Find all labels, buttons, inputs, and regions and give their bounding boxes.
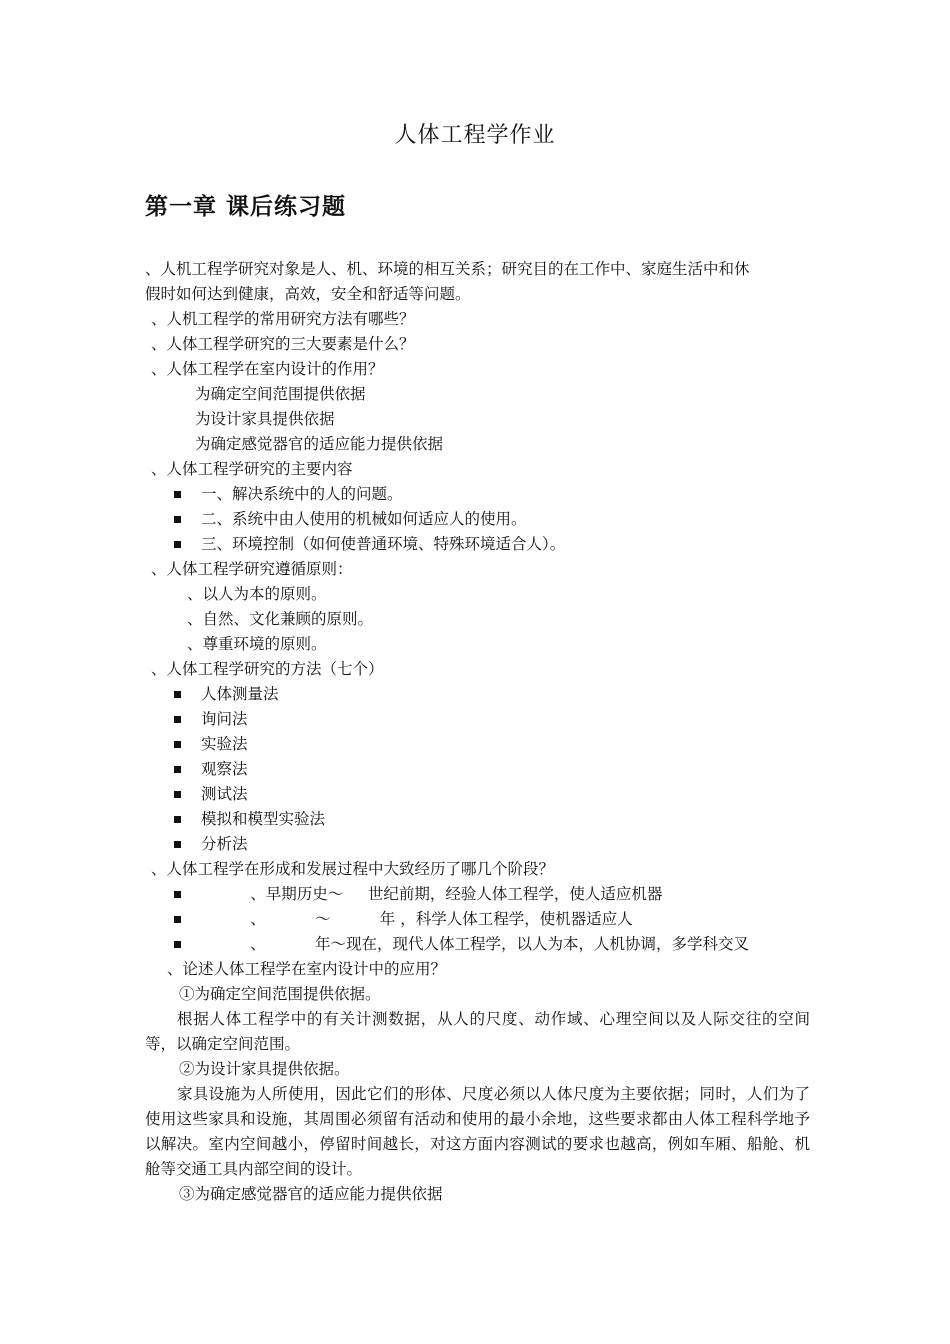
list-item: 为确定空间范围提供依据: [195, 385, 366, 403]
bullet-item: [145, 532, 810, 557]
bullet-text: 三、环境控制（如何使普通环境、特殊环境适合人）。: [201, 535, 566, 553]
question-5: 、人体工程学研究的主要内容: [151, 460, 353, 478]
bullet-item: [145, 682, 810, 707]
bullet-item: [145, 907, 810, 932]
answer-paragraph: 根据人体工程学中的有关计测数据，从人的尺度、动作域、心理空间以及人际交往的空间等，以确定空间范围。: [145, 1010, 810, 1053]
bullet-item: [145, 807, 810, 832]
bullet-item: [145, 832, 810, 857]
list-item: 、尊重环境的原则。: [187, 635, 327, 653]
bullet-text: 观察法: [201, 760, 248, 778]
bullet-item: [145, 482, 810, 507]
bullet-item: [145, 782, 810, 807]
document-body: [145, 257, 810, 1207]
list-item: 、自然、文化兼顾的原则。: [187, 610, 374, 628]
document-title: 人体工程学作业: [394, 123, 556, 148]
bullet-item: [145, 732, 810, 757]
question-1-line-1: 、人机工程学研究对象是人、机、环境的相互关系；研究目的在工作中、家庭生活中和休: [145, 260, 750, 278]
bullet-square-icon: [174, 816, 181, 823]
bullet-text: 实验法: [201, 735, 248, 753]
question-4: 、人体工程学在室内设计的作用？: [151, 360, 384, 378]
bullet-square-icon: [174, 691, 181, 698]
bullet-item: [145, 882, 810, 907]
bullet-square-icon: [174, 791, 181, 798]
question-3: 、人体工程学研究的三大要素是什么？: [151, 335, 415, 353]
question-1-line-2: 假时如何达到健康，高效，安全和舒适等问题。: [145, 285, 471, 303]
bullet-text: 模拟和模型实验法: [201, 810, 326, 828]
bullet-text: 、 年～现在，现代人体工程学，以人为本，人机协调，多学科交叉: [201, 935, 750, 953]
bullet-text: 、早期历史～ 世纪前期，经验人体工程学，使人适应机器: [201, 885, 663, 903]
bullet-text: 测试法: [201, 785, 248, 803]
question-9: 、论述人体工程学在室内设计中的应用？: [167, 960, 447, 978]
bullet-square-icon: [174, 541, 181, 548]
bullet-square-icon: [174, 916, 181, 923]
answer-heading: ①为确定空间范围提供依据。: [179, 985, 381, 1003]
chapter-heading: 第一章 课后练习题: [145, 194, 347, 220]
bullet-square-icon: [174, 766, 181, 773]
bullet-text: 、 ～ 年 ，科学人体工程学，使机器适应人: [201, 910, 633, 928]
bullet-item: [145, 757, 810, 782]
bullet-square-icon: [174, 491, 181, 498]
bullet-square-icon: [174, 891, 181, 898]
bullet-square-icon: [174, 516, 181, 523]
bullet-square-icon: [174, 941, 181, 948]
bullet-text: 询问法: [201, 710, 248, 728]
list-item: 、以人为本的原则。: [187, 585, 327, 603]
answer-paragraph: 家具设施为人所使用，因此它们的形体、尺度必须以人体尺度为主要依据；同时，人们为了使用这些家具和设施，其周围必须留有活动和使用的最小余地，这些要求都由人体工程科学地予以解决。室内空间越小，停留时间越长，对这方面内容测试的要求也越高，例如车厢、船舱、机舱等交通工具内部空间的设计。: [145, 1085, 810, 1178]
question-7: 、人体工程学研究的方法（七个）: [151, 660, 384, 678]
question-8: 、人体工程学在形成和发展过程中大致经历了哪几个阶段？: [151, 860, 555, 878]
bullet-square-icon: [174, 841, 181, 848]
bullet-text: 一、解决系统中的人的问题。: [201, 485, 403, 503]
question-6: 、人体工程学研究遵循原则：: [151, 560, 353, 578]
bullet-square-icon: [174, 716, 181, 723]
bullet-item: [145, 932, 810, 957]
bullet-item: [145, 507, 810, 532]
bullet-text: 二、系统中由人使用的机械如何适应人的使用。: [201, 510, 527, 528]
answer-heading: ③为确定感觉器官的适应能力提供依据: [179, 1185, 443, 1203]
question-2: 、人机工程学的常用研究方法有哪些？: [151, 310, 415, 328]
list-item: 为设计家具提供依据: [195, 410, 335, 428]
bullet-text: 人体测量法: [201, 685, 279, 703]
bullet-text: 分析法: [201, 835, 248, 853]
bullet-item: [145, 707, 810, 732]
bullet-square-icon: [174, 741, 181, 748]
list-item: 为确定感觉器官的适应能力提供依据: [195, 435, 444, 453]
answer-heading: ②为设计家具提供依据。: [179, 1060, 350, 1078]
